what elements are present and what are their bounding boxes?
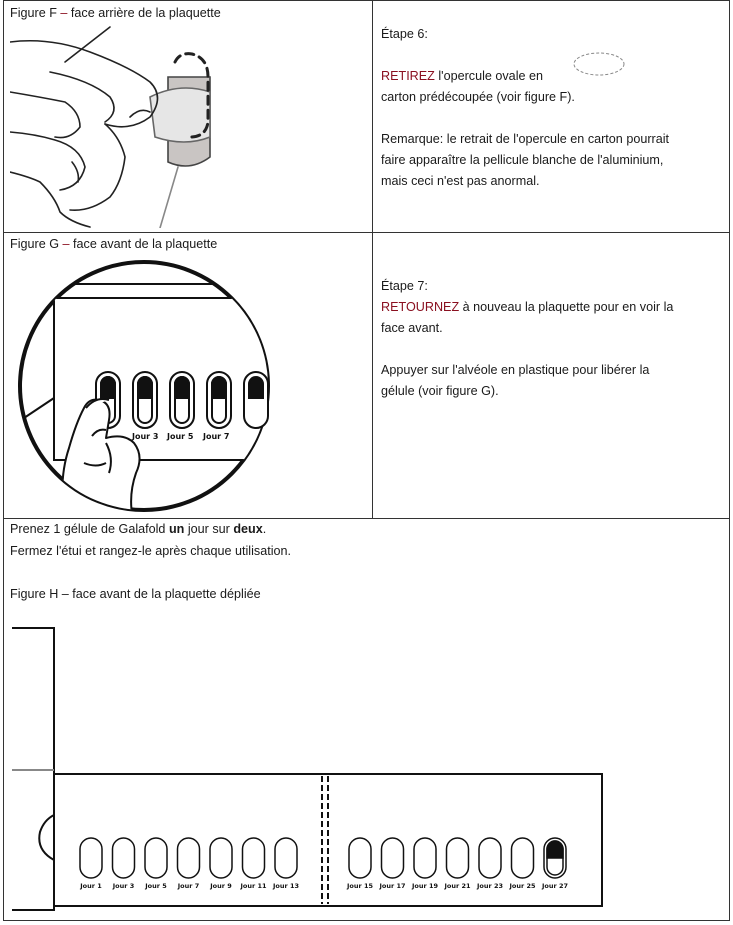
- table-border-left: [3, 0, 4, 921]
- step-6-note-line3: mais ceci n'est pas anormal.: [381, 174, 540, 188]
- table-border-right: [729, 0, 730, 921]
- blister-label: Jour 3: [132, 432, 159, 441]
- day-label: Jour 9: [210, 882, 232, 890]
- blister-pocket: [80, 838, 102, 878]
- storage-instruction: Fermez l'étui et rangez-le après chaque utilisation.: [10, 544, 292, 558]
- blister-pocket: [382, 838, 404, 878]
- step-7-note-line2: gélule (voir figure G).: [381, 384, 499, 398]
- blister-pocket: [113, 838, 135, 878]
- figure-g-illustration: [14, 258, 274, 514]
- figure-g-title: Figure G – face avant de la plaquette: [10, 237, 218, 251]
- step-6-title: Étape 6:: [381, 27, 428, 41]
- figure-f-illustration: [10, 22, 250, 228]
- blister-pocket: [512, 838, 534, 878]
- day-label: Jour 23: [476, 882, 504, 890]
- capsule-cap: [547, 841, 563, 858]
- blister-pocket: [275, 838, 297, 878]
- step-7-title: Étape 7:: [381, 279, 428, 293]
- blister-pocket: [210, 838, 232, 878]
- step-7-action-line2: face avant.: [381, 321, 443, 335]
- day-label: Jour 17: [379, 882, 406, 890]
- blister-pocket: [349, 838, 371, 878]
- blister-pocket: [145, 838, 167, 878]
- day-label: Jour 13: [272, 882, 300, 890]
- day-label: Jour 11: [240, 882, 267, 890]
- day-label: Jour 21: [444, 882, 471, 890]
- step-7-note-line1: Appuyer sur l'alvéole en plastique pour libérer la: [381, 363, 650, 377]
- day-label: Jour 7: [177, 882, 200, 890]
- day-label: Jour 1: [80, 882, 102, 890]
- blister-row-right: [349, 838, 566, 878]
- day-label: Jour 25: [509, 882, 536, 890]
- figure-h-title: Figure H – face avant de la plaquette dépliée: [10, 587, 261, 601]
- step-6-action: RETIREZ l'opercule ovale en: [381, 69, 543, 83]
- day-label: Jour 15: [346, 882, 374, 890]
- dosage-instruction: Prenez 1 gélule de Galafold un jour sur deux.: [10, 522, 267, 536]
- day-label: Jour 5: [145, 882, 167, 890]
- step-6-note-line2: faire apparaître la pellicule blanche de l'aluminium,: [381, 153, 664, 167]
- figure-h-illustration: [10, 620, 610, 914]
- figure-f-title: Figure F – face arrière de la plaquette: [10, 6, 221, 20]
- day-label: Jour 19: [411, 882, 439, 890]
- blister-pocket: [414, 838, 436, 878]
- day-label: Jour 27: [541, 882, 569, 890]
- blister-pocket: [243, 838, 265, 878]
- column-divider: [372, 0, 373, 519]
- step-6-note-line1: Remarque: le retrait de l'opercule en carton pourrait: [381, 132, 670, 146]
- step-6-action-line2: carton prédécoupée (voir figure F).: [381, 90, 575, 104]
- blister-label: Jour 5: [167, 432, 194, 441]
- dashed-oval-icon: [572, 50, 626, 78]
- day-labels-right: [346, 882, 568, 890]
- step-7-action: RETOURNEZ à nouveau la plaquette pour en voir la: [381, 300, 674, 314]
- table-border-bottom: [3, 920, 730, 921]
- day-labels-left: [79, 882, 299, 890]
- table-border-top: [3, 0, 730, 1]
- blister-pocket: [479, 838, 501, 878]
- blister-pocket: [178, 838, 200, 878]
- blister-pocket: [447, 838, 469, 878]
- day-label: Jour 3: [112, 882, 135, 890]
- blister-label: Jour 7: [203, 432, 230, 441]
- blister-row-left: [80, 838, 297, 878]
- row-divider-1: [3, 232, 730, 233]
